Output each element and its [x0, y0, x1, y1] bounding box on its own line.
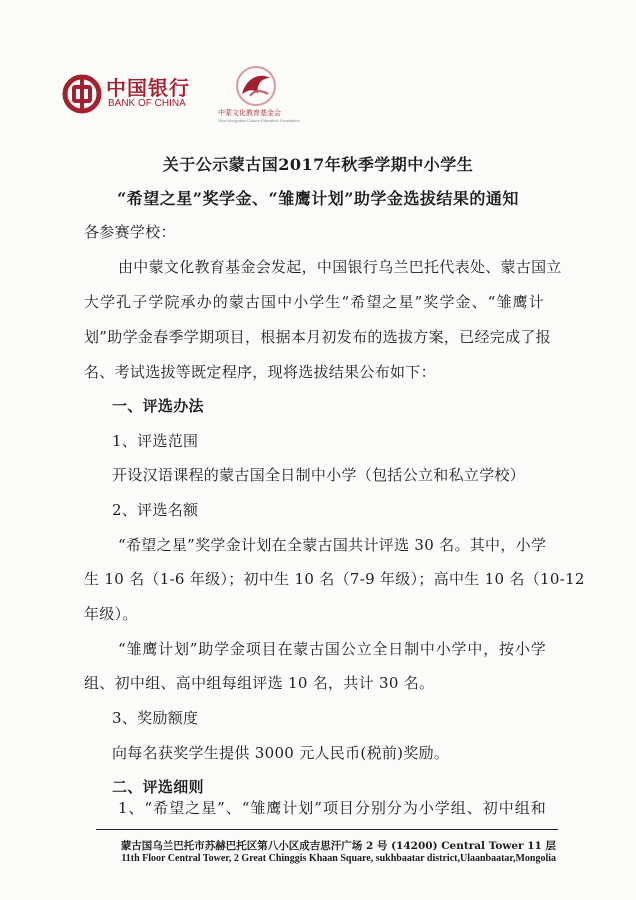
- rule1-text: 1、“希望之星”、“雏鹰计划”项目分别分为小学组、初中组和: [118, 799, 546, 817]
- section2-heading: 二、评选细则: [112, 778, 204, 796]
- bank-of-china-emblem-icon: [62, 74, 102, 114]
- footer-address-cn: 蒙古国乌兰巴托市苏赫巴托区第八小区成吉思汗广场 2 号 (14200) Central Tower 11 层: [120, 840, 556, 852]
- header-logos: [62, 62, 322, 132]
- bank-of-china-logo: [62, 70, 212, 120]
- document-title-line1: 关于公示蒙古国2017年秋季学期中小学生: [162, 155, 474, 174]
- intro-line-4: 名、考试选拔等既定程序，现将选拔结果公布如下：: [84, 363, 436, 381]
- foundation-emblem-icon: [232, 64, 280, 110]
- foundation-logo: [218, 64, 318, 130]
- salutation: 各参赛学校：: [84, 223, 176, 241]
- footer-address-en: 11th Floor Central Tower, 2 Great Chinggis Khaan Square, sukhbaatar district,Ulaanbaatar,Mongolia: [121, 853, 556, 864]
- sub3-text: 向每名获奖学生提供 3000 元人民币(税前)奖励。: [112, 744, 450, 762]
- sub2-heading: 2、评选名额: [112, 501, 199, 519]
- foundation-name-en: Sino-Mongolian Culture Education Foundation: [218, 118, 300, 123]
- document-title-line2: “希望之星”奖学金、“雏鹰计划”助学金选拔结果的通知: [117, 189, 519, 208]
- intro-line-3: 划”助学金春季学期项目，根据本月初发布的选拔方案，已经完成了报: [84, 328, 551, 346]
- bank-name-cn: 中国银行: [106, 76, 190, 100]
- sub2-p1-line-3: 年级）。: [84, 605, 138, 623]
- sub3-heading: 3、奖励额度: [112, 709, 199, 727]
- section1-heading: 一、评选办法: [112, 397, 204, 415]
- sub2-p2-line-1: “雏鹰计划”助学金项目在蒙古国公立全日制中小学中，按小学: [118, 640, 546, 658]
- sub1-text: 开设汉语课程的蒙古国全日制中小学（包括公立和私立学校）: [112, 466, 526, 484]
- footer-divider: [96, 829, 558, 830]
- foundation-name-cn: 中蒙文化教育基金会: [218, 109, 281, 117]
- sub1-heading: 1、评选范围: [112, 432, 199, 450]
- sub2-p2-line-2: 组、初中组、高中组每组评选 10 名，共计 30 名。: [84, 674, 435, 692]
- bank-name-en: BANK OF CHINA: [108, 98, 186, 109]
- intro-line-1: 由中蒙文化教育基金会发起，中国银行乌兰巴托代表处、蒙古国立: [118, 258, 562, 276]
- intro-line-2: 大学孔子学院承办的蒙古国中小学生“希望之星”奖学金、“雏鹰计: [84, 293, 544, 311]
- sub2-p1-line-2: 生 10 名（1-6 年级）；初中生 10 名（7-9 年级）；高中生 10 名（10-12: [84, 570, 585, 588]
- sub2-p1-line-1: “希望之星”奖学金计划在全蒙古国共计评选 30 名。其中，小学: [118, 536, 547, 554]
